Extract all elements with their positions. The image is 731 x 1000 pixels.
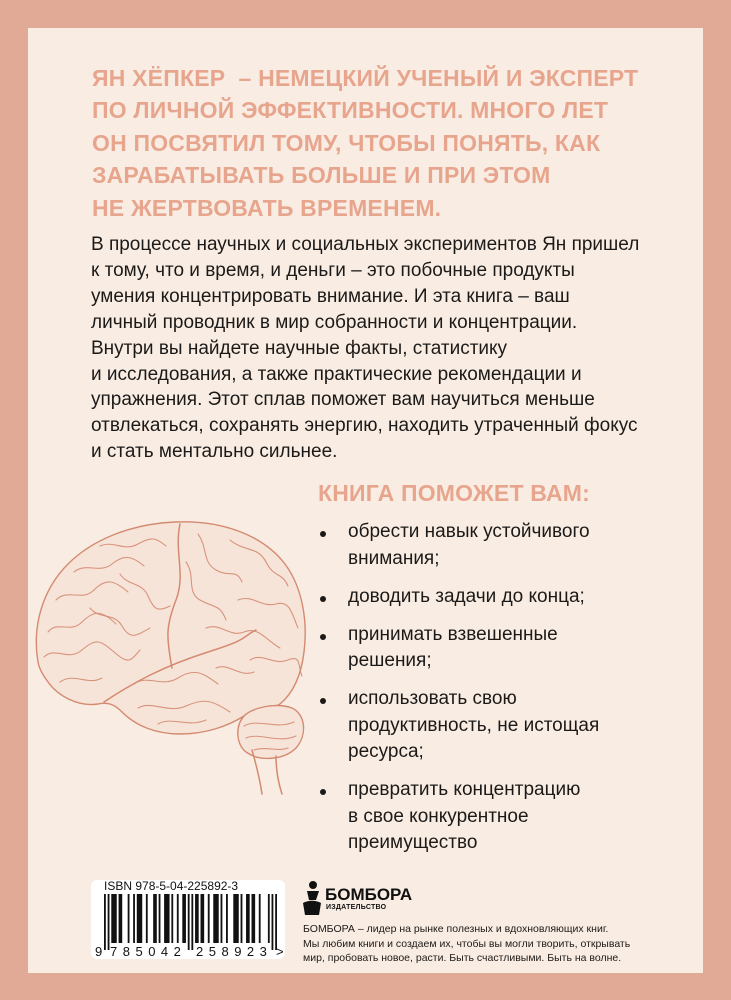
barcode-bar — [177, 894, 179, 943]
barcode-guard-bar — [108, 894, 110, 950]
barcode-bar — [133, 894, 135, 943]
barcode-bar — [233, 894, 238, 943]
barcode-guard-bar — [275, 894, 277, 950]
barcode-bar — [182, 894, 186, 943]
description-line: личный проводник в мир собранности и концентрации. — [91, 311, 578, 333]
barcode-bar — [221, 894, 223, 943]
barcode-bar — [128, 894, 130, 943]
bullet-icon — [320, 634, 326, 640]
barcode-bar — [146, 894, 148, 943]
barcode-bar — [119, 894, 123, 943]
barcode-guard-bar — [191, 894, 193, 950]
book-description — [91, 232, 639, 465]
barcode-right-digits: 258923 — [196, 943, 273, 959]
brain-illustration — [30, 512, 310, 797]
list-item — [318, 686, 599, 766]
barcode-bar — [159, 894, 161, 943]
barcode-left-digits: 785042 — [110, 943, 187, 959]
isbn-number: ISBN 978-5-04-225892-3 — [104, 879, 239, 893]
benefits-heading: КНИГА ПОМОЖЕТ ВАМ: — [318, 480, 590, 506]
description-line: и стать ментально сильнее. — [91, 441, 338, 463]
intro-line: ОН ПОСВЯТИЛ ТОМУ, ЧТОБЫ ПОНЯТЬ, КАК — [92, 129, 601, 156]
description-line: упражнения. Этот сплав поможет вам научиться меньше — [91, 389, 595, 411]
intro-line: ПО ЛИЧНОЙ ЭФФЕКТИВНОСТИ. МНОГО ЛЕТ — [92, 97, 609, 124]
benefits-list — [318, 519, 599, 868]
description-line: отвлекаться, сохранять энергию, находить утраченный фокус — [91, 415, 638, 437]
barcode-bar — [259, 894, 261, 943]
barcode-guard-bar — [272, 894, 274, 950]
barcode-bar — [137, 894, 142, 943]
barcode-bar — [111, 894, 116, 943]
bullet-icon — [320, 531, 326, 537]
description-line: Внутри вы найдете научные факты, статистику — [91, 337, 508, 359]
intro-line: ЗАРАБАТЫВАТЬ БОЛЬШЕ И ПРИ ЭТОМ — [92, 162, 551, 189]
list-item-line: принимать взвешенные — [348, 623, 558, 645]
bullet-icon — [320, 596, 326, 602]
barcode-guard-bar — [104, 894, 106, 950]
author-intro-heading — [92, 62, 638, 224]
barcode-bar — [164, 894, 169, 943]
barcode-bar — [153, 894, 157, 943]
barcode-bar — [213, 894, 218, 943]
intro-line: ЯН ХЁПКЕР – НЕМЕЦКИЙ УЧЕНЫЙ И ЭКСПЕРТ — [92, 65, 639, 91]
brain-stem-line — [276, 756, 282, 794]
description-line: и исследования, а также практические рекомендации и — [91, 363, 582, 385]
barcode-bar — [201, 894, 205, 943]
blurb-line: мир, пробовать новое, расти. Быть счастливыми. Быть на волне. — [303, 952, 622, 964]
publisher-blurb — [303, 922, 630, 966]
list-item-line: превратить концентрацию — [348, 779, 581, 800]
intro-line: НЕ ЖЕРТВОВАТЬ ВРЕМЕНЕМ. — [92, 194, 442, 221]
barcode-bar — [241, 894, 243, 943]
brain-cerebrum-outline — [36, 522, 305, 734]
list-item — [318, 519, 599, 572]
list-item-line: ресурса; — [348, 741, 424, 762]
logo-shape — [307, 891, 319, 900]
barcode-bar — [208, 894, 210, 943]
bullet-icon — [320, 789, 326, 795]
isbn-barcode — [91, 880, 285, 959]
barcode-bar — [226, 894, 228, 943]
description-line: В процессе научных и социальных экспериментов Ян пришел — [91, 234, 640, 255]
list-item-line: обрести навык устойчивого — [348, 521, 590, 542]
logo-shape — [303, 901, 321, 915]
list-item — [318, 584, 599, 611]
list-item-line: продуктивность, не истощая — [348, 714, 600, 736]
barcode-bar — [195, 894, 199, 943]
description-line: умения концентрировать внимание. И эта книга – ваш — [91, 285, 570, 307]
barcode-first-digit: 9 — [95, 943, 103, 959]
barcode-bar — [268, 894, 270, 943]
barcode-bar — [246, 894, 250, 943]
list-item-line: преимущество — [348, 832, 478, 853]
logo-shape — [309, 881, 317, 889]
list-item-line: доводить задачи до конца; — [348, 585, 585, 607]
bullet-icon — [320, 698, 326, 704]
description-line: к тому, что и время, и деньги – это побочные продукты — [91, 259, 575, 281]
barcode-bar — [171, 894, 173, 943]
publisher-name: БОМБОРА — [325, 885, 413, 904]
blurb-line: Мы любим книги и создаем их, чтобы вы могли творить, открывать — [303, 937, 631, 950]
bombora-logo-icon — [302, 880, 322, 916]
blurb-line: БОМБОРА – лидер на рынке полезных и вдохновляющих книг. — [303, 923, 609, 935]
barcode-bar — [252, 894, 256, 943]
list-item-line: внимания; — [348, 547, 440, 569]
publisher-tagline: ИЗДАТЕЛЬСТВО — [326, 904, 387, 911]
barcode-arrow: > — [276, 943, 284, 959]
brain-cerebellum-outline — [238, 706, 304, 759]
list-item — [318, 622, 599, 675]
list-item — [318, 777, 599, 857]
list-item-line: решения; — [348, 650, 432, 671]
list-item-line: в свое конкурентное — [348, 805, 529, 827]
list-item-line: использовать свою — [348, 688, 517, 709]
barcode-guard-bar — [188, 894, 190, 950]
